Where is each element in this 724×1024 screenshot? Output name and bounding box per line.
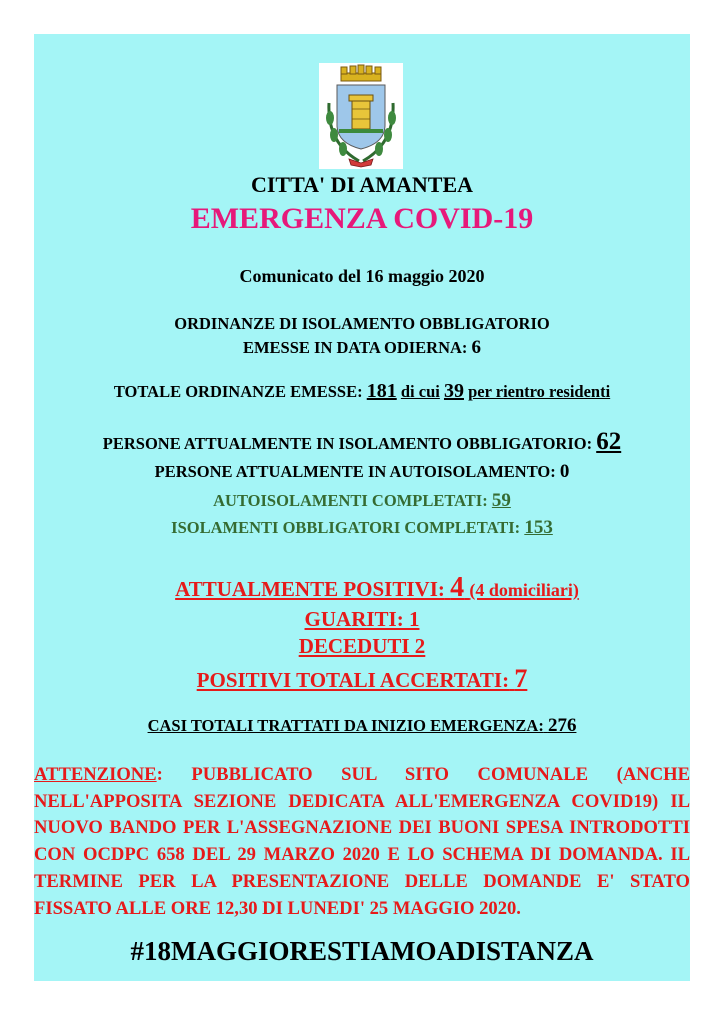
mandatory-completed-value: 153: [524, 517, 553, 538]
total-orders-value: 181: [366, 380, 397, 402]
current-mandatory-line: [34, 428, 690, 456]
notice-label: ATTENZIONE: [34, 764, 157, 785]
total-positive-label: POSITIVI TOTALI ACCERTATI:: [196, 668, 510, 692]
self-completed-label: AUTOISOLAMENTI COMPLETATI:: [213, 491, 488, 510]
of-which-label: di cui: [400, 382, 440, 401]
residents-value: 39: [443, 380, 464, 402]
current-positive-note: (4 domiciliari): [469, 580, 579, 600]
hashtag: #18MAGGIORESTIAMOADISTANZA: [130, 936, 594, 966]
self-completed-value: 59: [491, 490, 511, 511]
date-line: Comunicato del 16 maggio 2020: [239, 266, 485, 286]
city-name: CITTA' DI AMANTEA: [250, 172, 474, 197]
orders-today-value: 6: [471, 337, 482, 358]
current-self-line: [34, 461, 690, 483]
orders-line-2: [34, 337, 690, 359]
residents-label: per rientro residenti: [468, 382, 611, 401]
current-self-value: 0: [559, 461, 570, 482]
recovered-line: GUARITI: 1: [304, 607, 420, 631]
current-self-label: PERSONE ATTUALMENTE IN AUTOISOLAMENTO:: [154, 462, 556, 481]
current-mandatory-label: PERSONE ATTUALMENTE IN ISOLAMENTO OBBLIGATORIO:: [102, 434, 593, 453]
total-orders-label: TOTALE ORDINANZE EMESSE:: [113, 382, 363, 401]
mandatory-completed-line: [34, 517, 690, 539]
current-positive-value: 4: [450, 572, 465, 603]
total-treated-line: [34, 715, 690, 737]
self-completed-line: [34, 490, 690, 512]
city-coat-of-arms: [319, 63, 403, 169]
notice-paragraph: [34, 762, 690, 922]
total-positive-line: [34, 664, 690, 694]
orders-line-1: ORDINANZE DI ISOLAMENTO OBBLIGATORIO: [174, 314, 550, 333]
orders-today-label: EMESSE IN DATA ODIERNA:: [242, 338, 468, 357]
total-treated-label: CASI TOTALI TRATTATI DA INIZIO EMERGENZA:: [147, 716, 544, 735]
page-title: EMERGENZA COVID-19: [190, 202, 534, 235]
mandatory-completed-label: ISOLAMENTI OBBLIGATORI COMPLETATI:: [171, 518, 521, 537]
total-positive-value: 7: [514, 664, 528, 693]
deceased-line: DECEDUTI 2: [298, 634, 426, 658]
current-positive-label: ATTUALMENTE POSITIVI:: [175, 577, 445, 601]
notice-text: : PUBBLICATO SUL SITO COMUNALE (ANCHE NELL'APPOSITA SEZIONE DEDICATA ALL'EMERGENZA COVID19) IL NUOVO BANDO PER L'ASSEGNAZIONE DEI BUONI SPESA INTRODOTTI CON OCDPC 658 DEL 29 MARZO 2020 E LO SCHEMA DI DOMANDA. IL TERMINE PER LA PRESENTAZIONE DELLE DOMANDE E' STATO FISSATO ALLE ORE 12,30 DI LUNEDI' 25 MAGGIO 2020.: [34, 764, 690, 919]
total-orders-line: [34, 380, 690, 403]
current-positive-line: [34, 572, 690, 604]
total-treated-value: 276: [547, 715, 577, 736]
current-mandatory-value: 62: [596, 428, 622, 455]
